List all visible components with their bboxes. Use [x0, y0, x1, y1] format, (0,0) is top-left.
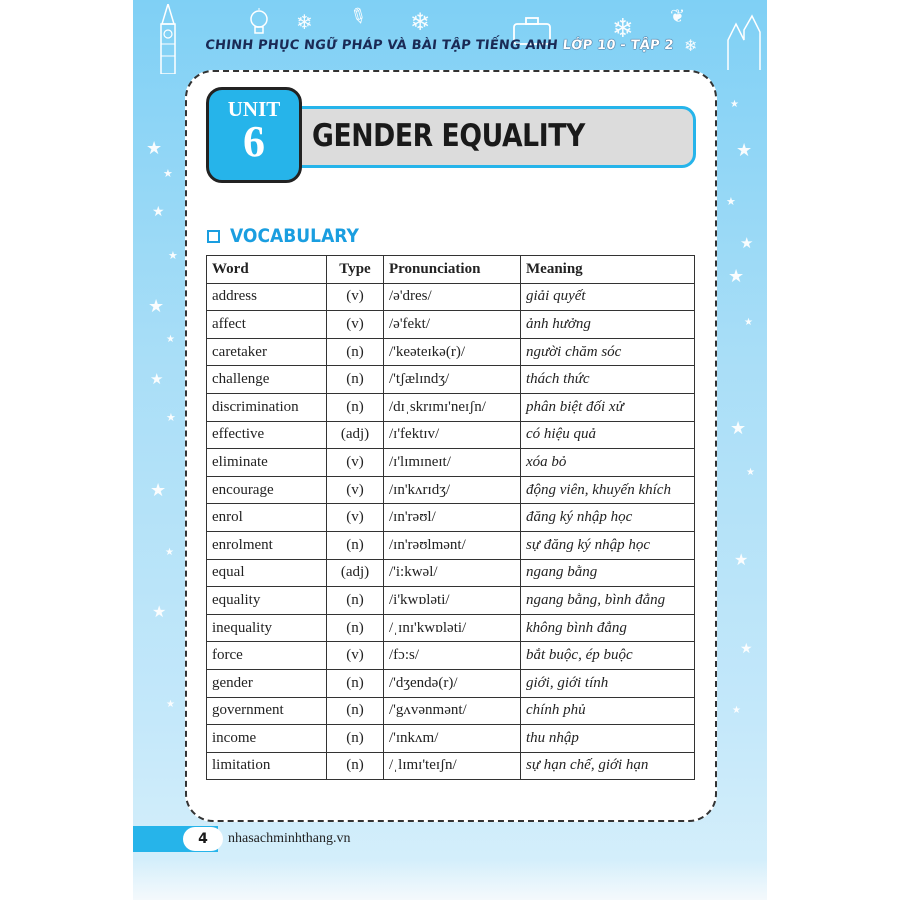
- star-icon: ★: [163, 167, 173, 180]
- cell-type: (v): [327, 642, 384, 670]
- vocabulary-heading: [207, 225, 373, 249]
- unit-title: GENDER EQUALITY: [312, 118, 585, 154]
- cell-type: (n): [327, 338, 384, 366]
- table-row: [207, 587, 695, 615]
- table-body: [207, 283, 695, 780]
- cell-pronunciation: /'i:kwəl/: [384, 559, 521, 587]
- cell-meaning: ngang bằng, bình đẳng: [521, 587, 695, 615]
- table-row: [207, 283, 695, 311]
- cell-word: equal: [207, 559, 327, 587]
- table-row: [207, 752, 695, 780]
- table-row: [207, 642, 695, 670]
- cell-pronunciation: /ə'dres/: [384, 283, 521, 311]
- column-header-meaning: Meaning: [521, 256, 695, 284]
- cell-meaning: ảnh hưởng: [521, 311, 695, 339]
- cell-pronunciation: /'keəteɪkə(r)/: [384, 338, 521, 366]
- cell-type: (n): [327, 614, 384, 642]
- cell-meaning: không bình đẳng: [521, 614, 695, 642]
- cell-pronunciation: /ə'fekt/: [384, 311, 521, 339]
- cell-meaning: có hiệu quả: [521, 421, 695, 449]
- cell-pronunciation: /ɪ'fektɪv/: [384, 421, 521, 449]
- cell-word: effective: [207, 421, 327, 449]
- cell-pronunciation: /'gʌvənmənt/: [384, 697, 521, 725]
- cell-word: force: [207, 642, 327, 670]
- cell-pronunciation: /ɪ'lɪmɪneɪt/: [384, 449, 521, 477]
- table-row: [207, 725, 695, 753]
- cell-type: (v): [327, 476, 384, 504]
- cell-word: income: [207, 725, 327, 753]
- cell-type: (n): [327, 531, 384, 559]
- star-icon: ★: [152, 204, 165, 220]
- cell-word: caretaker: [207, 338, 327, 366]
- page-number: 4: [183, 827, 223, 851]
- column-header-type: Type: [327, 256, 384, 284]
- cell-type: (n): [327, 366, 384, 394]
- cell-pronunciation: /i'kwɒləti/: [384, 587, 521, 615]
- cell-type: (n): [327, 393, 384, 421]
- cell-word: encourage: [207, 476, 327, 504]
- star-icon: ★: [152, 602, 167, 621]
- snowflake-icon: ❄: [684, 36, 698, 55]
- cell-meaning: chính phủ: [521, 697, 695, 725]
- lightbulb-icon: [246, 8, 272, 38]
- cell-word: inequality: [207, 614, 327, 642]
- table-row: [207, 338, 695, 366]
- star-icon: ★: [166, 411, 176, 424]
- cell-pronunciation: /fɔ:s/: [384, 642, 521, 670]
- cell-word: enrol: [207, 504, 327, 532]
- paperclip-icon: ✎: [345, 1, 372, 31]
- cell-type: (n): [327, 669, 384, 697]
- cell-meaning: bắt buộc, ép buộc: [521, 642, 695, 670]
- star-icon: ★: [740, 641, 753, 657]
- cell-type: (adj): [327, 421, 384, 449]
- snowflake-icon: ❄: [410, 8, 431, 36]
- table-row: [207, 531, 695, 559]
- column-header-pronunciation: Pronunciation: [384, 256, 521, 284]
- star-icon: ★: [165, 547, 174, 558]
- cell-word: gender: [207, 669, 327, 697]
- table-row: [207, 311, 695, 339]
- cell-type: (v): [327, 504, 384, 532]
- table-row: [207, 614, 695, 642]
- star-icon: ★: [166, 334, 175, 345]
- cell-type: (v): [327, 449, 384, 477]
- star-icon: ★: [730, 418, 747, 439]
- cell-type: (n): [327, 752, 384, 780]
- snowflake-icon: ❄: [296, 10, 313, 34]
- table-header-row: [207, 256, 695, 284]
- book-title: [204, 38, 675, 58]
- table-row: [207, 393, 695, 421]
- cell-meaning: đăng ký nhập học: [521, 504, 695, 532]
- column-header-word: Word: [207, 256, 327, 284]
- star-icon: ★: [740, 234, 754, 252]
- checkbox-icon: [207, 230, 220, 243]
- cell-pronunciation: /ɪn'rəʊlmənt/: [384, 531, 521, 559]
- cell-pronunciation: /ˌɪnɪ'kwɒləti/: [384, 614, 521, 642]
- star-icon: ★: [734, 550, 749, 569]
- star-icon: ★: [728, 266, 745, 287]
- star-icon: ★: [146, 138, 163, 159]
- cell-type: (v): [327, 311, 384, 339]
- cell-meaning: động viên, khuyến khích: [521, 476, 695, 504]
- star-icon: ★: [148, 296, 165, 317]
- cell-word: challenge: [207, 366, 327, 394]
- cell-pronunciation: /'dʒendə(r)/: [384, 669, 521, 697]
- cell-meaning: sự hạn chế, giới hạn: [521, 752, 695, 780]
- footer-website: nhasachminhthang.vn: [228, 831, 351, 846]
- unit-badge: [206, 87, 302, 183]
- vocabulary-heading-text: VOCABULARY: [230, 225, 359, 247]
- table-row: [207, 697, 695, 725]
- star-icon: ★: [168, 249, 178, 262]
- book-title-highlight: LỚP 10 - TẬP 2: [561, 38, 675, 53]
- unit-number: 6: [243, 117, 265, 166]
- cell-pronunciation: /ˌlɪmɪ'teɪʃn/: [384, 752, 521, 780]
- star-icon: ★: [150, 480, 167, 501]
- cell-pronunciation: /dɪˌskrɪmɪ'neɪʃn/: [384, 393, 521, 421]
- cell-word: limitation: [207, 752, 327, 780]
- cell-meaning: thu nhập: [521, 725, 695, 753]
- cell-type: (n): [327, 587, 384, 615]
- star-icon: ★: [736, 140, 753, 161]
- snowflake-icon: ❄: [612, 14, 634, 44]
- cell-word: address: [207, 283, 327, 311]
- star-icon: ★: [150, 370, 164, 388]
- table-row: [207, 421, 695, 449]
- star-icon: ★: [726, 195, 736, 208]
- cell-type: (n): [327, 697, 384, 725]
- cell-meaning: giới, giới tính: [521, 669, 695, 697]
- cell-pronunciation: /'tʃælɪndʒ/: [384, 366, 521, 394]
- star-icon: ★: [746, 467, 755, 478]
- cell-word: eliminate: [207, 449, 327, 477]
- table-row: [207, 559, 695, 587]
- star-icon: ★: [730, 99, 739, 110]
- butterfly-icon: ❦: [670, 6, 686, 27]
- cell-meaning: người chăm sóc: [521, 338, 695, 366]
- table-row: [207, 449, 695, 477]
- table-row: [207, 504, 695, 532]
- cell-meaning: ngang bằng: [521, 559, 695, 587]
- cell-word: affect: [207, 311, 327, 339]
- star-icon: ★: [166, 699, 175, 710]
- star-icon: ★: [732, 705, 741, 716]
- table-row: [207, 366, 695, 394]
- cell-pronunciation: /ɪn'rəʊl/: [384, 504, 521, 532]
- table-row: [207, 476, 695, 504]
- cell-meaning: sự đăng ký nhập học: [521, 531, 695, 559]
- cell-meaning: thách thức: [521, 366, 695, 394]
- background-fade: [133, 860, 767, 900]
- clock-tower-icon: [724, 10, 764, 70]
- cell-type: (n): [327, 725, 384, 753]
- table-row: [207, 669, 695, 697]
- cell-meaning: phân biệt đối xử: [521, 393, 695, 421]
- cell-type: (adj): [327, 559, 384, 587]
- cell-type: (v): [327, 283, 384, 311]
- cell-word: government: [207, 697, 327, 725]
- cell-pronunciation: /ɪn'kʌrɪdʒ/: [384, 476, 521, 504]
- clock-tower-icon: [148, 4, 188, 74]
- cell-word: discrimination: [207, 393, 327, 421]
- book-title-prefix: CHINH PHỤC NGỮ PHÁP VÀ BÀI TẬP TIẾNG ANH: [204, 38, 564, 53]
- cell-word: enrolment: [207, 531, 327, 559]
- unit-label: UNIT: [227, 97, 281, 121]
- cell-word: equality: [207, 587, 327, 615]
- cell-pronunciation: /'ɪnkʌm/: [384, 725, 521, 753]
- vocabulary-table: [206, 255, 695, 780]
- star-icon: ★: [744, 317, 753, 328]
- cell-meaning: xóa bỏ: [521, 449, 695, 477]
- cell-meaning: giải quyết: [521, 283, 695, 311]
